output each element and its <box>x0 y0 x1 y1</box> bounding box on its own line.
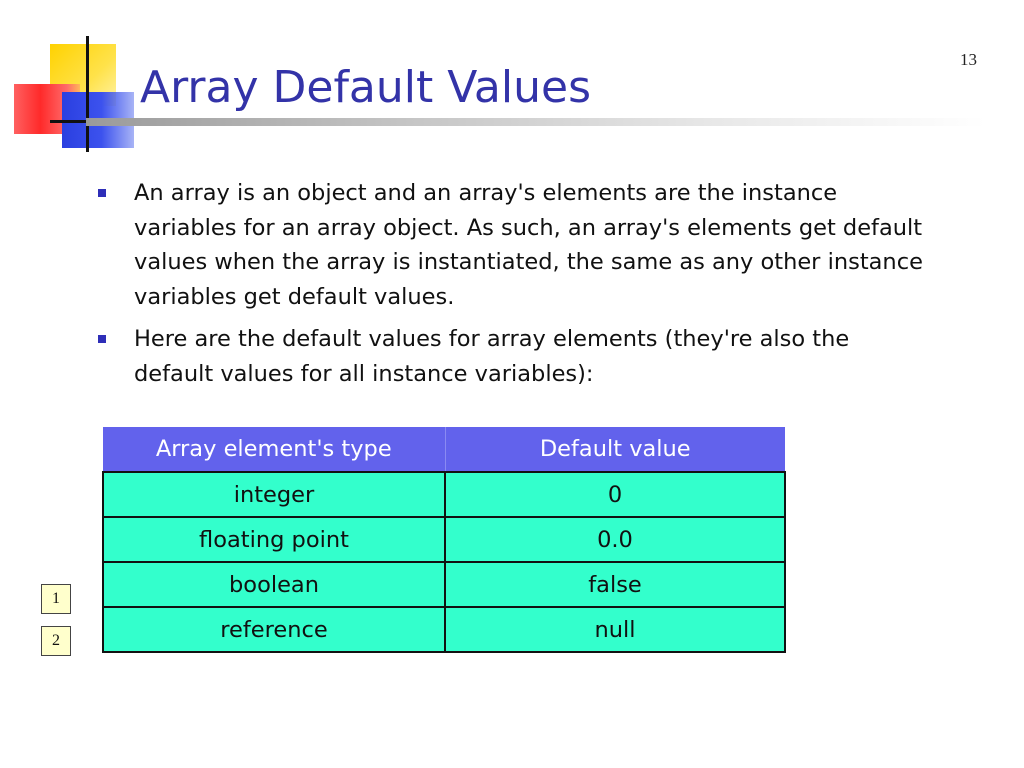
page-number: 13 <box>960 50 977 69</box>
table-header-default: Default value <box>445 427 785 472</box>
table-row <box>103 607 785 652</box>
table-cell-default: 0.0 <box>445 517 785 562</box>
table-cell-type: reference <box>103 607 445 652</box>
table-cell-default: false <box>445 562 785 607</box>
table-row <box>103 472 785 517</box>
default-values-table <box>102 427 786 653</box>
table-cell-default: null <box>445 607 785 652</box>
table-row <box>103 562 785 607</box>
table-cell-default: 0 <box>445 472 785 517</box>
table-cell-type: boolean <box>103 562 445 607</box>
title-underline-rule <box>86 118 986 126</box>
bullet-item <box>98 176 928 314</box>
table-cell-type: integer <box>103 472 445 517</box>
bullet-text: An array is an object and an array's elements are the instance variables for an array object. As such, an array's elements get default values when the array is instantiated, the same as any other instance variables get default values. <box>134 180 923 310</box>
label-box-1: 1 <box>41 584 71 614</box>
bullet-item <box>98 322 928 391</box>
bullet-text: Here are the default values for array elements (they're also the default values for all instance variables): <box>134 326 850 387</box>
overlapping-squares-logo <box>0 0 140 160</box>
table-row <box>103 517 785 562</box>
square-bullet-icon <box>98 189 106 197</box>
table-cell-type: floating point <box>103 517 445 562</box>
table-header-type: Array element's type <box>103 427 445 472</box>
table-header-row <box>103 427 785 472</box>
slide-title: Array Default Values <box>140 62 591 113</box>
square-bullet-icon <box>98 335 106 343</box>
logo-vertical-line <box>86 36 89 152</box>
bullet-list <box>98 176 928 399</box>
label-box-2: 2 <box>41 626 71 656</box>
